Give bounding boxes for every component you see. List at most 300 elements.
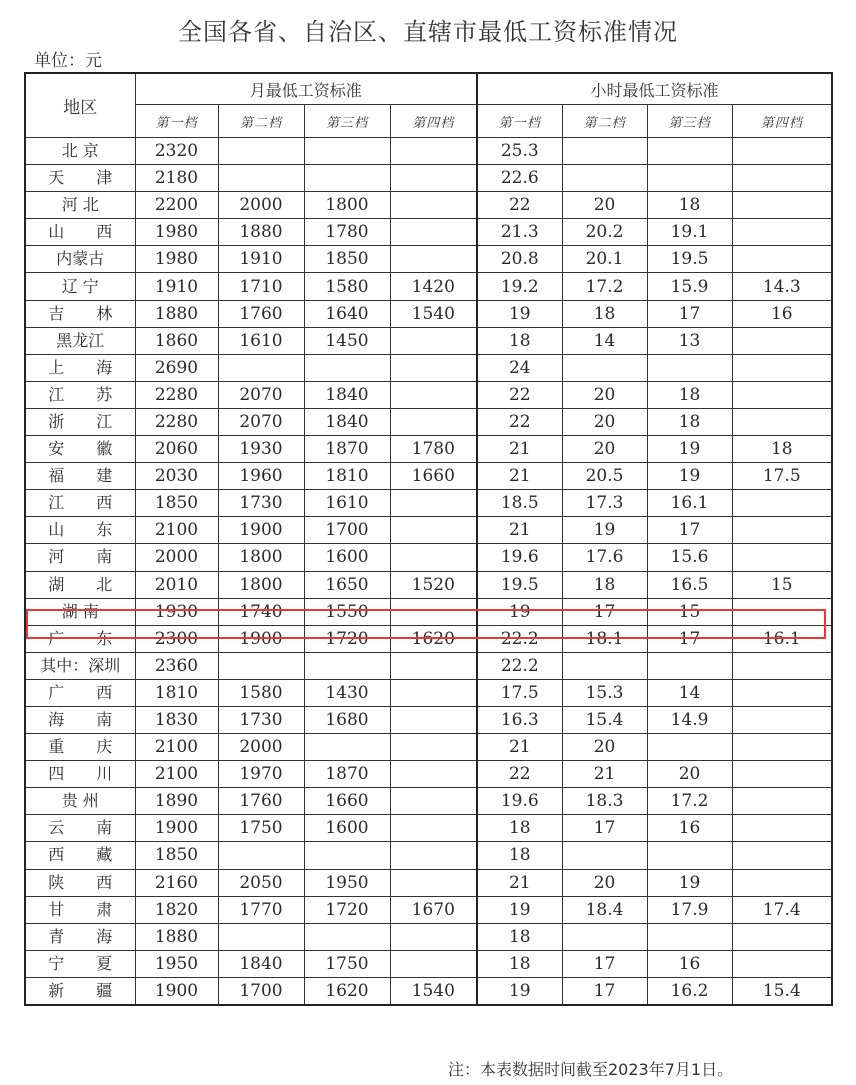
monthly-tier-2-cell (218, 165, 304, 192)
monthly-tier-3-cell: 1800 (304, 192, 390, 219)
hourly-tier-3-cell: 16.5 (647, 571, 732, 598)
table-row (25, 598, 832, 625)
monthly-tier-3-cell: 1660 (304, 788, 390, 815)
monthly-tier-2-cell: 1710 (218, 273, 304, 300)
region-column-header: 地区 (25, 73, 135, 138)
table-row (25, 192, 832, 219)
table-row (25, 679, 832, 706)
hourly-tier-3-cell: 17.9 (647, 896, 732, 923)
hourly-tier-4-cell (732, 354, 832, 381)
region-cell: 西 藏 (25, 842, 135, 869)
monthly-tier-1-cell: 1880 (135, 923, 218, 950)
monthly-tier-2-cell: 2000 (218, 192, 304, 219)
hourly-tier-4-cell (732, 652, 832, 679)
monthly-tier-1-cell: 2100 (135, 734, 218, 761)
monthly-tier-1-cell: 2320 (135, 138, 218, 165)
table-row (25, 625, 832, 652)
monthly-tier-4-cell (390, 761, 477, 788)
table-row (25, 869, 832, 896)
monthly-tier-3-cell: 1720 (304, 896, 390, 923)
hourly-tier-2-cell: 20 (562, 436, 647, 463)
hourly-tier-3-cell: 18 (647, 408, 732, 435)
monthly-tier-1-cell: 1850 (135, 490, 218, 517)
monthly-tier-2-cell: 1800 (218, 544, 304, 571)
table-row (25, 815, 832, 842)
hourly-tier-1-cell: 18 (477, 950, 562, 977)
region-cell: 湖 南 (25, 598, 135, 625)
monthly-tier-4-cell (390, 408, 477, 435)
region-cell: 安 徽 (25, 436, 135, 463)
table-row (25, 788, 832, 815)
monthly-tier-2-cell: 1730 (218, 490, 304, 517)
monthly-tier-2-cell: 1730 (218, 706, 304, 733)
monthly-tier-1-cell: 2000 (135, 544, 218, 571)
table-row (25, 896, 832, 923)
monthly-tier-3-cell: 1700 (304, 517, 390, 544)
monthly-tier-3-cell: 1600 (304, 544, 390, 571)
hourly-tier-4-cell (732, 869, 832, 896)
monthly-tier-1-cell: 2100 (135, 517, 218, 544)
monthly-tier-2-cell: 1960 (218, 463, 304, 490)
table-row (25, 246, 832, 273)
hourly-tier-3-cell: 18 (647, 381, 732, 408)
hourly-tier-3-cell: 16 (647, 815, 732, 842)
region-cell: 江 西 (25, 490, 135, 517)
monthly-tier-1-cell: 1860 (135, 327, 218, 354)
hourly-tier-1-cell: 18 (477, 815, 562, 842)
region-cell: 广 西 (25, 679, 135, 706)
unit-label: 单位：元 (34, 51, 102, 71)
hourly-tier-3-cell: 15 (647, 598, 732, 625)
monthly-tier-4-cell (390, 788, 477, 815)
hourly-tier-2-cell: 20.5 (562, 463, 647, 490)
monthly-tier-3-cell: 1550 (304, 598, 390, 625)
monthly-tier-3-cell: 1780 (304, 219, 390, 246)
hourly-tier-4-cell (732, 815, 832, 842)
region-cell: 湖 北 (25, 571, 135, 598)
hourly-tier-header-2: 第二档 (562, 105, 647, 138)
monthly-tier-1-cell: 2280 (135, 408, 218, 435)
region-cell: 四 川 (25, 761, 135, 788)
monthly-tier-1-cell: 1830 (135, 706, 218, 733)
monthly-tier-2-cell: 1880 (218, 219, 304, 246)
region-cell: 宁 夏 (25, 950, 135, 977)
hourly-tier-2-cell: 20 (562, 734, 647, 761)
hourly-tier-2-cell: 19 (562, 517, 647, 544)
monthly-tier-1-cell: 2100 (135, 761, 218, 788)
hourly-tier-4-cell (732, 761, 832, 788)
hourly-tier-1-cell: 19.5 (477, 571, 562, 598)
monthly-tier-1-cell: 2280 (135, 381, 218, 408)
hourly-tier-1-cell: 21.3 (477, 219, 562, 246)
hourly-tier-3-cell (647, 734, 732, 761)
monthly-tier-3-cell (304, 923, 390, 950)
hourly-tier-4-cell (732, 246, 832, 273)
hourly-tier-4-cell (732, 490, 832, 517)
hourly-tier-3-cell: 14 (647, 679, 732, 706)
hourly-tier-4-cell: 15.4 (732, 977, 832, 1005)
hourly-tier-2-cell: 18 (562, 571, 647, 598)
monthly-tier-4-cell (390, 219, 477, 246)
hourly-tier-3-cell: 17 (647, 625, 732, 652)
monthly-tier-1-cell: 1880 (135, 300, 218, 327)
hourly-tier-2-cell: 18 (562, 300, 647, 327)
table-row (25, 571, 832, 598)
hourly-tier-2-cell: 15.4 (562, 706, 647, 733)
hourly-tier-1-cell: 24 (477, 354, 562, 381)
monthly-tier-4-cell: 1420 (390, 273, 477, 300)
monthly-tier-2-cell: 2000 (218, 734, 304, 761)
monthly-tier-4-cell (390, 165, 477, 192)
hourly-tier-1-cell: 21 (477, 436, 562, 463)
monthly-tier-header-2: 第二档 (218, 105, 304, 138)
hourly-tier-3-cell: 17 (647, 517, 732, 544)
monthly-group-header: 月最低工资标准 (135, 73, 477, 105)
hourly-tier-1-cell: 16.3 (477, 706, 562, 733)
monthly-tier-1-cell: 1900 (135, 815, 218, 842)
hourly-tier-header-1: 第一档 (477, 105, 562, 138)
table-row (25, 734, 832, 761)
monthly-tier-1-cell: 1810 (135, 679, 218, 706)
region-cell: 内蒙古 (25, 246, 135, 273)
hourly-tier-3-cell: 18 (647, 192, 732, 219)
region-cell: 吉 林 (25, 300, 135, 327)
table-row (25, 165, 832, 192)
hourly-tier-1-cell: 22.6 (477, 165, 562, 192)
monthly-tier-4-cell (390, 246, 477, 273)
hourly-tier-4-cell (732, 950, 832, 977)
hourly-tier-3-cell: 19 (647, 463, 732, 490)
monthly-tier-2-cell (218, 354, 304, 381)
hourly-tier-2-cell: 20 (562, 381, 647, 408)
hourly-tier-1-cell: 22 (477, 381, 562, 408)
hourly-tier-2-cell: 18.1 (562, 625, 647, 652)
table-row (25, 652, 832, 679)
hourly-tier-1-cell: 22 (477, 408, 562, 435)
monthly-tier-4-cell (390, 652, 477, 679)
hourly-tier-4-cell: 16 (732, 300, 832, 327)
monthly-tier-2-cell: 2070 (218, 381, 304, 408)
table-row (25, 354, 832, 381)
table-row (25, 950, 832, 977)
hourly-tier-1-cell: 19.6 (477, 544, 562, 571)
monthly-tier-4-cell: 1780 (390, 436, 477, 463)
monthly-tier-1-cell: 1850 (135, 842, 218, 869)
monthly-tier-2-cell: 1610 (218, 327, 304, 354)
hourly-tier-1-cell: 21 (477, 869, 562, 896)
hourly-tier-1-cell: 19.6 (477, 788, 562, 815)
table-row (25, 923, 832, 950)
table-row (25, 219, 832, 246)
hourly-tier-4-cell (732, 706, 832, 733)
hourly-tier-4-cell (732, 192, 832, 219)
hourly-tier-3-cell: 17.2 (647, 788, 732, 815)
monthly-tier-header-4: 第四档 (390, 105, 477, 138)
monthly-tier-1-cell: 1980 (135, 219, 218, 246)
monthly-tier-1-cell: 1950 (135, 950, 218, 977)
region-cell: 贵 州 (25, 788, 135, 815)
monthly-tier-4-cell (390, 923, 477, 950)
monthly-tier-2-cell: 1580 (218, 679, 304, 706)
monthly-tier-1-cell: 1820 (135, 896, 218, 923)
monthly-tier-3-cell: 1680 (304, 706, 390, 733)
hourly-tier-2-cell: 17.6 (562, 544, 647, 571)
monthly-tier-4-cell (390, 192, 477, 219)
region-cell: 辽 宁 (25, 273, 135, 300)
hourly-tier-2-cell (562, 923, 647, 950)
region-cell: 上 海 (25, 354, 135, 381)
table-row (25, 842, 832, 869)
hourly-tier-1-cell: 18 (477, 923, 562, 950)
region-cell: 海 南 (25, 706, 135, 733)
monthly-tier-2-cell: 1760 (218, 300, 304, 327)
hourly-tier-1-cell: 19.2 (477, 273, 562, 300)
monthly-tier-2-cell: 1900 (218, 517, 304, 544)
monthly-tier-4-cell (390, 869, 477, 896)
hourly-tier-4-cell: 15 (732, 571, 832, 598)
monthly-tier-3-cell (304, 652, 390, 679)
hourly-tier-4-cell (732, 544, 832, 571)
page-title: 全国各省、自治区、直辖市最低工资标准情况 (178, 18, 678, 46)
monthly-tier-2-cell: 1840 (218, 950, 304, 977)
hourly-tier-4-cell (732, 923, 832, 950)
monthly-tier-1-cell: 2010 (135, 571, 218, 598)
hourly-tier-3-cell: 16 (647, 950, 732, 977)
monthly-tier-2-cell: 1750 (218, 815, 304, 842)
monthly-tier-3-cell: 1720 (304, 625, 390, 652)
hourly-tier-2-cell (562, 652, 647, 679)
table-row (25, 138, 832, 165)
monthly-tier-3-cell: 1870 (304, 436, 390, 463)
hourly-tier-header-3: 第三档 (647, 105, 732, 138)
region-cell: 河 南 (25, 544, 135, 571)
monthly-tier-1-cell: 2180 (135, 165, 218, 192)
hourly-tier-1-cell: 18 (477, 327, 562, 354)
monthly-tier-3-cell: 1430 (304, 679, 390, 706)
monthly-tier-3-cell: 1810 (304, 463, 390, 490)
monthly-tier-3-cell: 1600 (304, 815, 390, 842)
monthly-tier-3-cell (304, 842, 390, 869)
region-cell: 甘 肃 (25, 896, 135, 923)
table-row (25, 408, 832, 435)
hourly-tier-4-cell (732, 842, 832, 869)
monthly-tier-2-cell: 1800 (218, 571, 304, 598)
monthly-tier-1-cell: 2690 (135, 354, 218, 381)
monthly-tier-4-cell: 1620 (390, 625, 477, 652)
monthly-tier-3-cell: 1640 (304, 300, 390, 327)
region-cell: 广 东 (25, 625, 135, 652)
monthly-tier-4-cell (390, 842, 477, 869)
hourly-tier-4-cell: 18 (732, 436, 832, 463)
hourly-tier-1-cell: 21 (477, 517, 562, 544)
hourly-tier-2-cell (562, 354, 647, 381)
hourly-tier-3-cell: 14.9 (647, 706, 732, 733)
table-row (25, 706, 832, 733)
hourly-tier-2-cell (562, 138, 647, 165)
hourly-tier-3-cell: 15.6 (647, 544, 732, 571)
hourly-tier-1-cell: 17.5 (477, 679, 562, 706)
region-cell: 青 海 (25, 923, 135, 950)
hourly-tier-4-cell (732, 679, 832, 706)
hourly-tier-3-cell: 17 (647, 300, 732, 327)
monthly-tier-4-cell: 1540 (390, 977, 477, 1005)
monthly-tier-1-cell: 2300 (135, 625, 218, 652)
hourly-tier-3-cell: 16.1 (647, 490, 732, 517)
monthly-tier-2-cell: 1900 (218, 625, 304, 652)
hourly-tier-2-cell: 20 (562, 192, 647, 219)
hourly-tier-2-cell: 21 (562, 761, 647, 788)
monthly-tier-4-cell (390, 950, 477, 977)
hourly-tier-3-cell: 19 (647, 436, 732, 463)
hourly-tier-2-cell: 18.4 (562, 896, 647, 923)
hourly-tier-1-cell: 22 (477, 761, 562, 788)
monthly-tier-1-cell: 1980 (135, 246, 218, 273)
hourly-tier-4-cell (732, 219, 832, 246)
monthly-tier-2-cell: 1700 (218, 977, 304, 1005)
region-cell: 重 庆 (25, 734, 135, 761)
hourly-tier-3-cell (647, 165, 732, 192)
region-cell: 天 津 (25, 165, 135, 192)
hourly-group-header: 小时最低工资标准 (477, 73, 832, 105)
monthly-tier-3-cell: 1850 (304, 246, 390, 273)
monthly-tier-3-cell: 1870 (304, 761, 390, 788)
hourly-tier-3-cell: 19.1 (647, 219, 732, 246)
monthly-tier-4-cell: 1670 (390, 896, 477, 923)
region-cell: 其中：深圳 (25, 652, 135, 679)
footnote: 注：本表数据时间截至2023年7月1日。 (448, 1060, 734, 1079)
hourly-tier-3-cell (647, 842, 732, 869)
hourly-tier-2-cell: 17.2 (562, 273, 647, 300)
region-cell: 山 西 (25, 219, 135, 246)
hourly-tier-3-cell: 15.9 (647, 273, 732, 300)
monthly-tier-2-cell (218, 842, 304, 869)
hourly-tier-4-cell (732, 408, 832, 435)
hourly-tier-1-cell: 19 (477, 977, 562, 1005)
table-row (25, 436, 832, 463)
minimum-wage-table (24, 72, 833, 1006)
table-row (25, 463, 832, 490)
hourly-tier-4-cell (732, 138, 832, 165)
monthly-tier-3-cell (304, 354, 390, 381)
monthly-tier-3-cell: 1840 (304, 381, 390, 408)
hourly-tier-3-cell: 20 (647, 761, 732, 788)
hourly-tier-2-cell: 17 (562, 950, 647, 977)
monthly-tier-2-cell: 1740 (218, 598, 304, 625)
hourly-tier-3-cell: 13 (647, 327, 732, 354)
monthly-tier-2-cell (218, 652, 304, 679)
hourly-tier-3-cell (647, 354, 732, 381)
hourly-tier-3-cell (647, 652, 732, 679)
hourly-tier-2-cell: 14 (562, 327, 647, 354)
hourly-tier-1-cell: 18.5 (477, 490, 562, 517)
monthly-tier-3-cell (304, 165, 390, 192)
monthly-tier-4-cell (390, 706, 477, 733)
monthly-tier-3-cell: 1610 (304, 490, 390, 517)
hourly-tier-1-cell: 25.3 (477, 138, 562, 165)
hourly-tier-3-cell: 19.5 (647, 246, 732, 273)
hourly-tier-4-cell: 16.1 (732, 625, 832, 652)
hourly-tier-2-cell (562, 842, 647, 869)
monthly-tier-4-cell (390, 734, 477, 761)
region-cell: 北 京 (25, 138, 135, 165)
monthly-tier-2-cell: 1930 (218, 436, 304, 463)
table-row (25, 490, 832, 517)
hourly-tier-2-cell: 20.1 (562, 246, 647, 273)
table-row (25, 517, 832, 544)
monthly-tier-1-cell: 1910 (135, 273, 218, 300)
hourly-tier-4-cell (732, 788, 832, 815)
monthly-tier-2-cell: 1910 (218, 246, 304, 273)
monthly-tier-4-cell (390, 598, 477, 625)
hourly-tier-1-cell: 19 (477, 598, 562, 625)
monthly-tier-1-cell: 1930 (135, 598, 218, 625)
hourly-tier-3-cell (647, 138, 732, 165)
hourly-tier-1-cell: 22.2 (477, 625, 562, 652)
hourly-tier-2-cell (562, 165, 647, 192)
monthly-tier-4-cell (390, 544, 477, 571)
monthly-tier-1-cell: 1900 (135, 977, 218, 1005)
monthly-tier-3-cell: 1620 (304, 977, 390, 1005)
region-cell: 山 东 (25, 517, 135, 544)
hourly-tier-1-cell: 21 (477, 463, 562, 490)
monthly-tier-3-cell: 1750 (304, 950, 390, 977)
hourly-tier-2-cell: 20 (562, 869, 647, 896)
hourly-tier-1-cell: 22 (477, 192, 562, 219)
monthly-tier-3-cell: 1580 (304, 273, 390, 300)
monthly-tier-3-cell: 1950 (304, 869, 390, 896)
region-cell: 陕 西 (25, 869, 135, 896)
monthly-tier-2-cell (218, 138, 304, 165)
monthly-tier-3-cell: 1650 (304, 571, 390, 598)
hourly-tier-3-cell (647, 923, 732, 950)
region-cell: 黑龙江 (25, 327, 135, 354)
hourly-tier-4-cell (732, 598, 832, 625)
monthly-tier-4-cell (390, 815, 477, 842)
monthly-tier-2-cell: 1970 (218, 761, 304, 788)
hourly-tier-1-cell: 19 (477, 300, 562, 327)
monthly-tier-4-cell: 1540 (390, 300, 477, 327)
hourly-tier-1-cell: 20.8 (477, 246, 562, 273)
hourly-tier-2-cell: 15.3 (562, 679, 647, 706)
monthly-tier-2-cell: 1770 (218, 896, 304, 923)
region-cell: 福 建 (25, 463, 135, 490)
monthly-tier-4-cell: 1660 (390, 463, 477, 490)
hourly-tier-4-cell: 17.4 (732, 896, 832, 923)
hourly-tier-2-cell: 17 (562, 815, 647, 842)
region-cell: 河 北 (25, 192, 135, 219)
table-row (25, 544, 832, 571)
hourly-tier-4-cell (732, 327, 832, 354)
monthly-tier-4-cell (390, 327, 477, 354)
region-cell: 江 苏 (25, 381, 135, 408)
hourly-tier-header-4: 第四档 (732, 105, 832, 138)
monthly-tier-1-cell: 2160 (135, 869, 218, 896)
hourly-tier-4-cell (732, 734, 832, 761)
monthly-tier-2-cell: 2050 (218, 869, 304, 896)
hourly-tier-4-cell (732, 517, 832, 544)
monthly-tier-1-cell: 2060 (135, 436, 218, 463)
monthly-tier-4-cell (390, 517, 477, 544)
hourly-tier-3-cell: 16.2 (647, 977, 732, 1005)
hourly-tier-1-cell: 22.2 (477, 652, 562, 679)
monthly-tier-2-cell: 1760 (218, 788, 304, 815)
table-row (25, 761, 832, 788)
hourly-tier-4-cell (732, 381, 832, 408)
hourly-tier-4-cell: 17.5 (732, 463, 832, 490)
hourly-tier-4-cell (732, 165, 832, 192)
hourly-tier-3-cell: 19 (647, 869, 732, 896)
table-row (25, 273, 832, 300)
